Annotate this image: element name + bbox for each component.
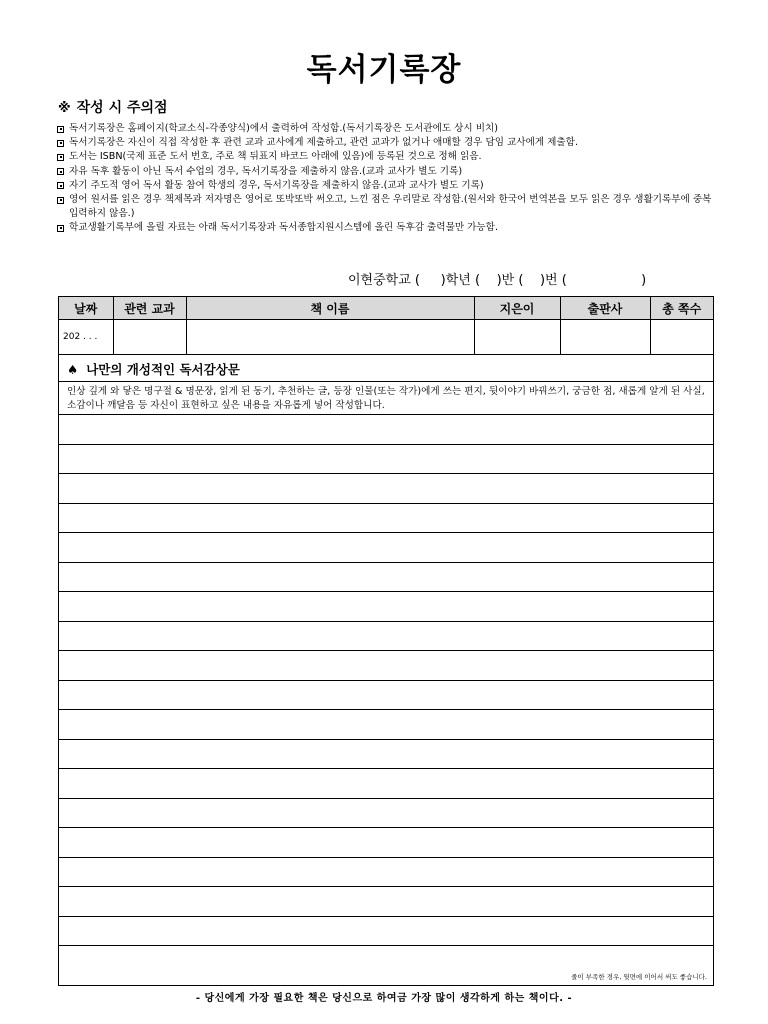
column-header-subject: 관련 교과: [113, 297, 186, 320]
writing-line[interactable]: [59, 740, 713, 770]
book-info-table: [59, 297, 713, 355]
publisher-field[interactable]: [560, 320, 650, 355]
writing-line[interactable]: [59, 681, 713, 711]
writing-line[interactable]: [59, 651, 713, 681]
column-header-author: 지은이: [474, 297, 560, 320]
square-bullet-icon: [57, 197, 64, 204]
date-field[interactable]: 202 . . .: [59, 320, 113, 355]
essay-instructions: 인상 깊게 와 닿은 명구절 & 명문장, 읽게 된 동기, 추천하는 글, 등장 인물(또는 작가)에게 쓰는 편지, 뒷이야기 바꿔쓰기, 궁금한 점, 새롭게 알게 된 사실, 소감이나 깨달음 등 자신이 표현하고 싶은 내용을 자유롭게 넣어 작성합니다.: [59, 382, 713, 415]
reference-mark-icon: ※: [58, 101, 71, 116]
square-bullet-icon: [57, 154, 64, 161]
record-sheet: [58, 296, 714, 986]
caution-list: [57, 122, 717, 236]
book-title-field[interactable]: [186, 320, 474, 355]
writing-line[interactable]: [59, 592, 713, 622]
caution-heading: 작성 시 주의점: [76, 100, 168, 116]
square-bullet-icon: [57, 225, 64, 232]
square-bullet-icon: [57, 126, 64, 133]
square-bullet-icon: [57, 168, 64, 175]
writing-line[interactable]: [59, 828, 713, 858]
subject-field[interactable]: [113, 320, 186, 355]
caution-item: 자유 독후 활동이 아닌 독서 수업의 경우, 독서기록장을 제출하지 않음.(교과 교사가 별도 기록): [57, 165, 717, 179]
writing-line[interactable]: [59, 474, 713, 504]
essay-heading: 나만의 개성적인 독서감상문: [86, 362, 240, 377]
page-count-field[interactable]: [650, 320, 713, 355]
caution-item: 학교생활기록부에 올릴 자료는 아래 독서기록장과 독서종합지원시스템에 올린 독후감 출력물만 가능함.: [57, 221, 717, 235]
writing-line[interactable]: [59, 563, 713, 593]
writing-line[interactable]: [59, 415, 713, 445]
student-info-line[interactable]: 이현중학교 ( )학년 ( )반 ( )번 ( ): [348, 273, 647, 288]
square-bullet-icon: [57, 140, 64, 147]
caution-item: 독서기록장은 자신이 직접 작성한 후 관련 교과 교사에게 제출하고, 관련 교과가 없거나 애매할 경우 담임 교사에게 제출함.: [57, 136, 717, 150]
writing-line[interactable]: [59, 710, 713, 740]
caution-heading-row: [58, 97, 168, 117]
writing-line[interactable]: [59, 799, 713, 829]
writing-lines[interactable]: [59, 415, 713, 976]
page-title: 독서기록장: [306, 52, 462, 88]
footnote: 줄이 부족한 경우, 뒷면에 이어서 써도 좋습니다.: [571, 973, 707, 981]
writing-line[interactable]: [59, 887, 713, 917]
spade-icon: ♠: [67, 362, 79, 377]
column-header-book-title: 책 이름: [186, 297, 474, 320]
column-header-publisher: 출판사: [560, 297, 650, 320]
writing-line[interactable]: [59, 504, 713, 534]
writing-line[interactable]: [59, 858, 713, 888]
caution-item: 영어 원서를 읽은 경우 책제목과 저자명은 영어로 또박또박 써오고, 느낀 점은 우리말로 작성함.(원서와 한국어 번역본을 모두 읽은 경우 생활기록부에 중복 입력하지 않음.): [57, 193, 717, 221]
footer-motto: - 당신에게 가장 필요한 책은 당신으로 하여금 가장 많이 생각하게 하는 책이다. -: [195, 993, 573, 1004]
table-header-row: [59, 297, 713, 320]
column-header-date: 날짜: [59, 297, 113, 320]
table-row: [59, 320, 713, 355]
square-bullet-icon: [57, 182, 64, 189]
writing-line[interactable]: [59, 622, 713, 652]
column-header-pages: 총 쪽수: [650, 297, 713, 320]
author-field[interactable]: [474, 320, 560, 355]
writing-line[interactable]: [59, 533, 713, 563]
writing-line[interactable]: [59, 445, 713, 475]
caution-item: 독서기록장은 홈페이지(학교소식-각종양식)에서 출력하여 작성함.(독서기록장은 도서관에도 상시 비치): [57, 122, 717, 136]
writing-line[interactable]: [59, 917, 713, 947]
caution-item: 자기 주도적 영어 독서 활동 참여 학생의 경우, 독서기록장을 제출하지 않음.(교과 교사가 별도 기록): [57, 179, 717, 193]
caution-item: 도서는 ISBN(국제 표준 도서 번호, 주로 책 뒤표지 바코드 아래에 있음)에 등록된 것으로 정해 읽음.: [57, 150, 717, 164]
essay-heading-row: [59, 355, 713, 382]
writing-line[interactable]: [59, 769, 713, 799]
